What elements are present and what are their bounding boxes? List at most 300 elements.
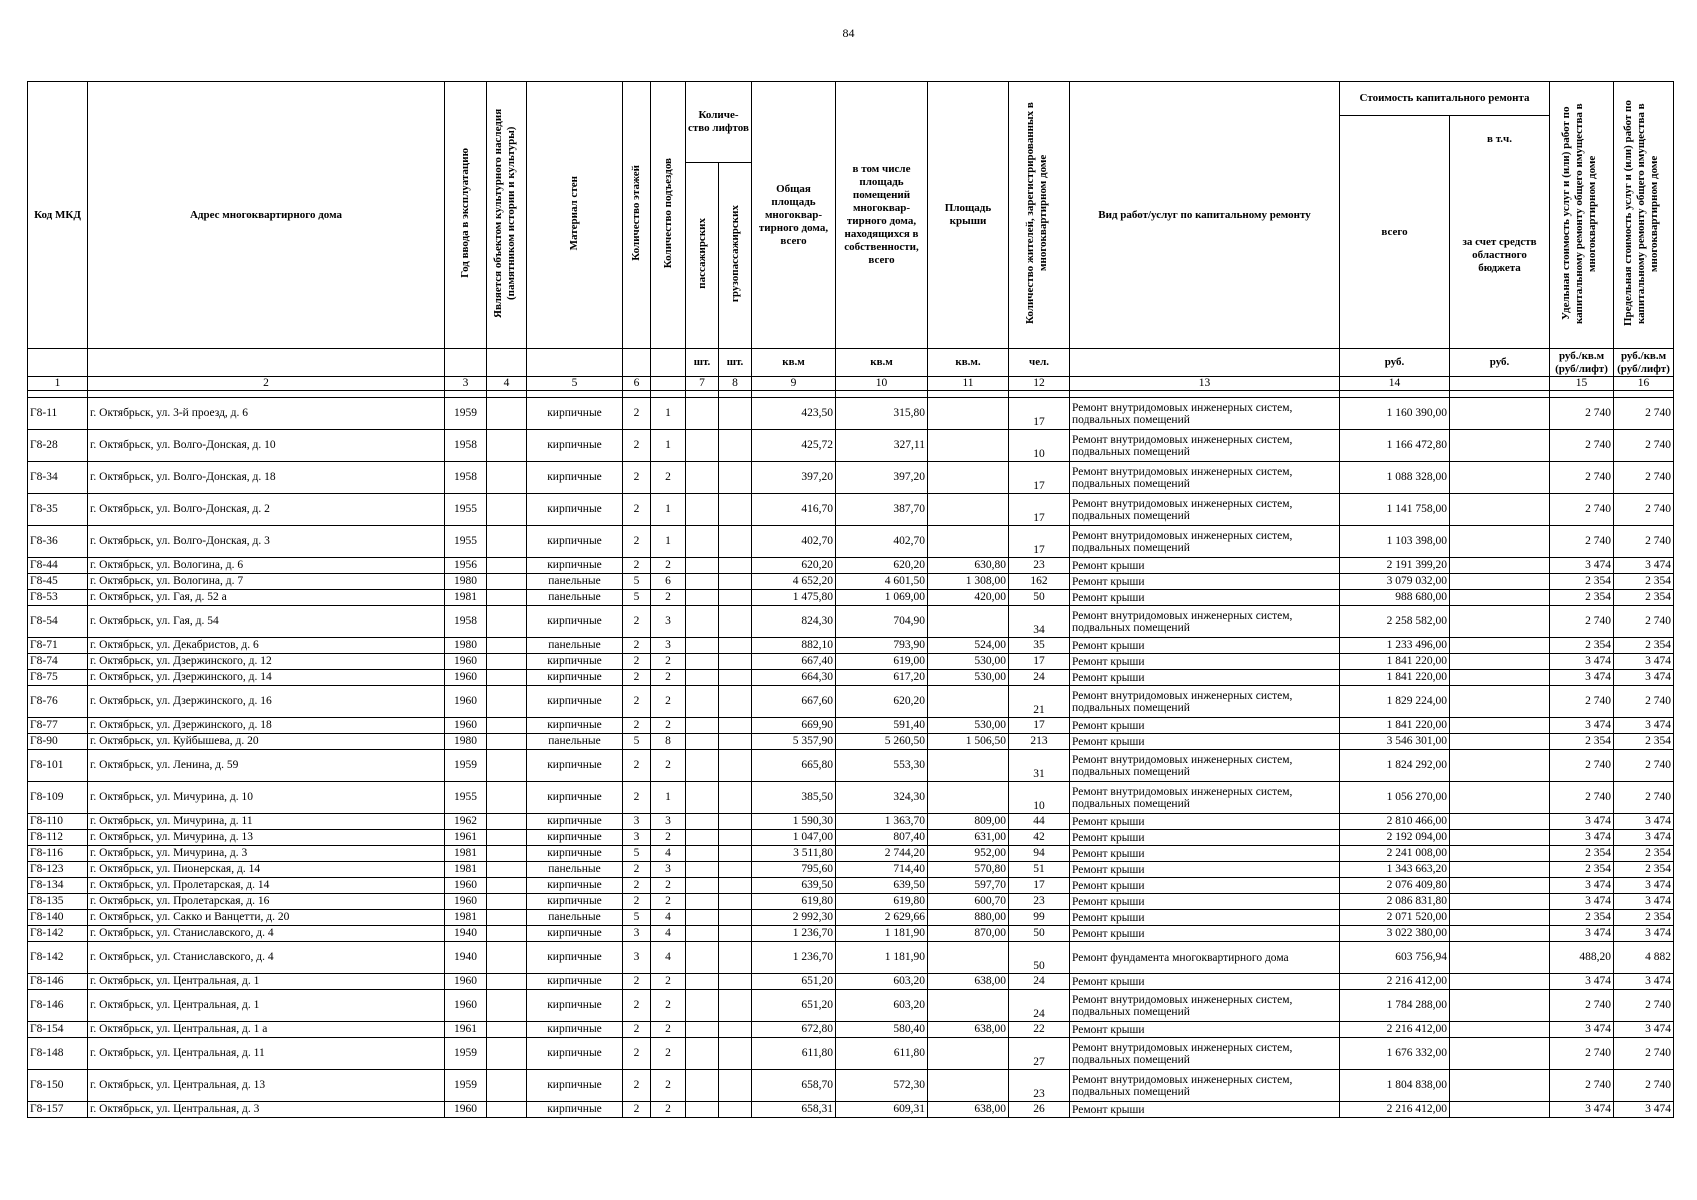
cost-regional-cell (1450, 1022, 1550, 1038)
floors-cell: 5 (623, 734, 651, 750)
address-cell: г. Октябрьск, ул. 3-й проезд, д. 6 (88, 398, 445, 430)
cost-regional-cell (1450, 1070, 1550, 1102)
table-row (28, 654, 1674, 670)
entrances-cell: 1 (651, 526, 686, 558)
table-row (28, 814, 1674, 830)
table-row (28, 846, 1674, 862)
lifts-cargo-cell (719, 910, 752, 926)
entrances-cell: 3 (651, 814, 686, 830)
table-row (28, 990, 1674, 1022)
cost-regional-cell (1450, 574, 1550, 590)
lifts-cargo-cell (719, 942, 752, 974)
table-row (28, 734, 1674, 750)
residents-cell: 42 (1009, 830, 1070, 846)
roof-area-cell: 638,00 (928, 1102, 1009, 1118)
roof-area-cell: 597,70 (928, 878, 1009, 894)
owned-area-cell: 1 363,70 (836, 814, 928, 830)
entrances-cell: 2 (651, 654, 686, 670)
residents-cell: 24 (1009, 990, 1070, 1022)
unit-cost-cell: 2 740 (1550, 526, 1614, 558)
cost-total-cell: 2 241 008,00 (1340, 846, 1450, 862)
address-cell: г. Октябрьск, ул. Дзержинского, д. 18 (88, 718, 445, 734)
floors-cell: 2 (623, 1022, 651, 1038)
floors-cell: 2 (623, 1070, 651, 1102)
cost-regional-cell (1450, 654, 1550, 670)
material-cell: панельные (527, 638, 623, 654)
material-cell: панельные (527, 862, 623, 878)
year-cell: 1960 (445, 670, 487, 686)
column-number: 10 (836, 377, 928, 391)
total-area-cell: 5 357,90 (752, 734, 836, 750)
page-number: 84 (842, 26, 855, 40)
heritage-cell (487, 846, 527, 862)
residents-cell: 24 (1009, 974, 1070, 990)
material-cell: кирпичные (527, 494, 623, 526)
address-cell: г. Октябрьск, ул. Центральная, д. 1 а (88, 1022, 445, 1038)
entrances-cell: 3 (651, 862, 686, 878)
residents-cell: 51 (1009, 862, 1070, 878)
lifts-cargo-cell (719, 1102, 752, 1118)
work-type-cell: Ремонт фундамента многоквартирного дома (1070, 942, 1340, 974)
lifts-pass-cell (686, 462, 719, 494)
floors-cell: 2 (623, 654, 651, 670)
year-cell: 1962 (445, 814, 487, 830)
year-cell: 1981 (445, 590, 487, 606)
cost-regional-cell (1450, 878, 1550, 894)
total-area-cell: 665,80 (752, 750, 836, 782)
lifts-pass-cell (686, 734, 719, 750)
cost-regional-cell (1450, 398, 1550, 430)
lifts-cargo-cell (719, 814, 752, 830)
table-row (28, 894, 1674, 910)
lifts-cargo-cell (719, 718, 752, 734)
entrances-cell: 1 (651, 430, 686, 462)
cost-total-cell: 1 160 390,00 (1340, 398, 1450, 430)
roof-area-cell: 809,00 (928, 814, 1009, 830)
year-cell: 1958 (445, 462, 487, 494)
heritage-cell (487, 862, 527, 878)
lifts-pass-cell (686, 558, 719, 574)
unit-sqm: кв.м. (928, 349, 1009, 377)
unit-rub: руб. (1340, 349, 1450, 377)
table-row (28, 606, 1674, 638)
code-cell: Г8-110 (28, 814, 88, 830)
lifts-cargo-cell (719, 430, 752, 462)
residents-cell: 94 (1009, 846, 1070, 862)
address-cell: г. Октябрьск, ул. Волго-Донская, д. 18 (88, 462, 445, 494)
owned-area-cell: 397,20 (836, 462, 928, 494)
header-limit-cost: Предельная стоимость услуг и (или) работ по капитальному ремонту общего имущества в многоквартирном доме (1614, 82, 1674, 349)
limit-cost-cell: 3 474 (1614, 654, 1674, 670)
entrances-cell: 2 (651, 590, 686, 606)
cost-regional-cell (1450, 494, 1550, 526)
table-row (28, 670, 1674, 686)
column-number: 4 (487, 377, 527, 391)
material-cell: кирпичные (527, 750, 623, 782)
material-cell: кирпичные (527, 990, 623, 1022)
floors-cell: 2 (623, 974, 651, 990)
limit-cost-cell: 2 740 (1614, 430, 1674, 462)
cost-total-cell: 2 810 466,00 (1340, 814, 1450, 830)
table-row (28, 718, 1674, 734)
limit-cost-cell: 2 740 (1614, 398, 1674, 430)
code-cell: Г8-28 (28, 430, 88, 462)
floors-cell: 2 (623, 878, 651, 894)
total-area-cell: 882,10 (752, 638, 836, 654)
roof-area-cell: 952,00 (928, 846, 1009, 862)
limit-cost-cell: 3 474 (1614, 894, 1674, 910)
total-area-cell: 397,20 (752, 462, 836, 494)
residents-cell: 162 (1009, 574, 1070, 590)
owned-area-cell: 603,20 (836, 990, 928, 1022)
material-cell: кирпичные (527, 926, 623, 942)
code-cell: Г8-123 (28, 862, 88, 878)
header-lifts: Количе-ство лифтов (686, 82, 752, 163)
entrances-cell: 2 (651, 686, 686, 718)
unit-cost-cell: 2 354 (1550, 846, 1614, 862)
heritage-cell (487, 670, 527, 686)
address-cell: г. Октябрьск, ул. Гая, д. 54 (88, 606, 445, 638)
cost-regional-cell (1450, 830, 1550, 846)
cost-total-cell: 1 141 758,00 (1340, 494, 1450, 526)
table-row (28, 1070, 1674, 1102)
material-cell: кирпичные (527, 558, 623, 574)
roof-area-cell: 880,00 (928, 910, 1009, 926)
lifts-pass-cell (686, 782, 719, 814)
unit-cost-cell: 2 354 (1550, 574, 1614, 590)
lifts-cargo-cell (719, 750, 752, 782)
heritage-cell (487, 990, 527, 1022)
address-cell: г. Октябрьск, ул. Центральная, д. 13 (88, 1070, 445, 1102)
unit-cost-cell: 2 740 (1550, 1070, 1614, 1102)
year-cell: 1981 (445, 846, 487, 862)
heritage-cell (487, 574, 527, 590)
work-type-cell: Ремонт внутридомовых инженерных систем, подвальных помещений (1070, 430, 1340, 462)
address-cell: г. Октябрьск, ул. Дзержинского, д. 16 (88, 686, 445, 718)
code-cell: Г8-90 (28, 734, 88, 750)
floors-cell: 2 (623, 526, 651, 558)
header-entrances: Количество подъездов (651, 82, 686, 349)
limit-cost-cell: 2 354 (1614, 846, 1674, 862)
heritage-cell (487, 734, 527, 750)
floors-cell: 2 (623, 638, 651, 654)
unit-cost-cell: 2 740 (1550, 606, 1614, 638)
limit-cost-cell: 3 474 (1614, 1102, 1674, 1118)
total-area-cell: 1 047,00 (752, 830, 836, 846)
floors-cell: 2 (623, 462, 651, 494)
owned-area-cell: 617,20 (836, 670, 928, 686)
cost-regional-cell (1450, 1102, 1550, 1118)
table-row (28, 1038, 1674, 1070)
code-cell: Г8-53 (28, 590, 88, 606)
floors-cell: 2 (623, 862, 651, 878)
owned-area-cell: 807,40 (836, 830, 928, 846)
material-cell: кирпичные (527, 830, 623, 846)
lifts-pass-cell (686, 430, 719, 462)
cost-regional-cell (1450, 430, 1550, 462)
column-number: 14 (1340, 377, 1450, 391)
cost-total-cell: 988 680,00 (1340, 590, 1450, 606)
limit-cost-cell: 2 740 (1614, 1038, 1674, 1070)
owned-area-cell: 315,80 (836, 398, 928, 430)
material-cell: панельные (527, 734, 623, 750)
address-cell: г. Октябрьск, ул. Мичурина, д. 11 (88, 814, 445, 830)
owned-area-cell: 1 181,90 (836, 942, 928, 974)
lifts-cargo-cell (719, 878, 752, 894)
unit-cost-cell: 3 474 (1550, 654, 1614, 670)
lifts-pass-cell (686, 1070, 719, 1102)
table-row (28, 558, 1674, 574)
unit-cost-cell: 2 740 (1550, 750, 1614, 782)
heritage-cell (487, 430, 527, 462)
header-year: Год ввода в эксплуатацию (445, 82, 487, 349)
total-area-cell: 402,70 (752, 526, 836, 558)
heritage-cell (487, 814, 527, 830)
column-number: 1 (28, 377, 88, 391)
code-cell: Г8-36 (28, 526, 88, 558)
material-cell: кирпичные (527, 718, 623, 734)
heritage-cell (487, 654, 527, 670)
residents-cell: 35 (1009, 638, 1070, 654)
heritage-cell (487, 878, 527, 894)
residents-cell: 31 (1009, 750, 1070, 782)
unit-cost-cell: 3 474 (1550, 670, 1614, 686)
limit-cost-cell: 3 474 (1614, 718, 1674, 734)
cost-total-cell: 1 103 398,00 (1340, 526, 1450, 558)
lifts-cargo-cell (719, 894, 752, 910)
code-cell: Г8-54 (28, 606, 88, 638)
unit-cost-cell: 3 474 (1550, 878, 1614, 894)
unit-cost-cell: 2 740 (1550, 990, 1614, 1022)
total-area-cell: 2 992,30 (752, 910, 836, 926)
total-area-cell: 669,90 (752, 718, 836, 734)
header-material: Материал стен (527, 82, 623, 349)
code-cell: Г8-135 (28, 894, 88, 910)
lifts-pass-cell (686, 718, 719, 734)
floors-cell: 2 (623, 670, 651, 686)
lifts-pass-cell (686, 526, 719, 558)
total-area-cell: 1 590,30 (752, 814, 836, 830)
material-cell: кирпичные (527, 430, 623, 462)
cost-total-cell: 3 079 032,00 (1340, 574, 1450, 590)
heritage-cell (487, 526, 527, 558)
floors-cell: 2 (623, 782, 651, 814)
roof-area-cell: 420,00 (928, 590, 1009, 606)
header-residents: Количество жителей, зарегистрированных в многоквартирном доме (1009, 82, 1070, 349)
floors-cell: 2 (623, 686, 651, 718)
cost-regional-cell (1450, 974, 1550, 990)
lifts-cargo-cell (719, 462, 752, 494)
code-cell: Г8-35 (28, 494, 88, 526)
lifts-pass-cell (686, 606, 719, 638)
code-cell: Г8-134 (28, 878, 88, 894)
code-cell: Г8-45 (28, 574, 88, 590)
residents-cell: 23 (1009, 894, 1070, 910)
code-cell: Г8-157 (28, 1102, 88, 1118)
total-area-cell: 667,40 (752, 654, 836, 670)
unit-cost-cell: 2 740 (1550, 1038, 1614, 1070)
limit-cost-cell: 2 740 (1614, 494, 1674, 526)
header-work: Вид работ/услуг по капитальному ремонту (1070, 82, 1340, 349)
year-cell: 1955 (445, 782, 487, 814)
roof-area-cell (928, 494, 1009, 526)
code-cell: Г8-75 (28, 670, 88, 686)
cost-total-cell: 1 824 292,00 (1340, 750, 1450, 782)
limit-cost-cell: 2 354 (1614, 574, 1674, 590)
floors-cell: 2 (623, 430, 651, 462)
residents-cell: 23 (1009, 558, 1070, 574)
code-cell: Г8-150 (28, 1070, 88, 1102)
table-row (28, 590, 1674, 606)
entrances-cell: 2 (651, 670, 686, 686)
code-cell: Г8-140 (28, 910, 88, 926)
limit-cost-cell: 2 354 (1614, 862, 1674, 878)
entrances-cell: 2 (651, 750, 686, 782)
header-lifts-cargo: грузопассажирских (719, 163, 752, 349)
heritage-cell (487, 494, 527, 526)
unit-cost-cell: 488,20 (1550, 942, 1614, 974)
lifts-pass-cell (686, 814, 719, 830)
limit-cost-cell: 2 354 (1614, 910, 1674, 926)
material-cell: кирпичные (527, 814, 623, 830)
floors-cell: 2 (623, 494, 651, 526)
capital-repair-table (27, 81, 1674, 1118)
lifts-pass-cell (686, 686, 719, 718)
owned-area-cell: 619,80 (836, 894, 928, 910)
lifts-cargo-cell (719, 1038, 752, 1070)
roof-area-cell: 530,00 (928, 670, 1009, 686)
work-type-cell: Ремонт крыши (1070, 814, 1340, 830)
entrances-cell: 1 (651, 494, 686, 526)
material-cell: кирпичные (527, 846, 623, 862)
work-type-cell: Ремонт крыши (1070, 558, 1340, 574)
lifts-pass-cell (686, 638, 719, 654)
entrances-cell: 4 (651, 846, 686, 862)
material-cell: кирпичные (527, 974, 623, 990)
header-roof-area: Площадь крыши (928, 82, 1009, 349)
total-area-cell: 385,50 (752, 782, 836, 814)
entrances-cell: 2 (651, 894, 686, 910)
lifts-cargo-cell (719, 574, 752, 590)
limit-cost-cell: 2 354 (1614, 734, 1674, 750)
address-cell: г. Октябрьск, ул. Мичурина, д. 13 (88, 830, 445, 846)
total-area-cell: 667,60 (752, 686, 836, 718)
cost-total-cell: 2 086 831,80 (1340, 894, 1450, 910)
column-number (651, 377, 686, 391)
total-area-cell: 672,80 (752, 1022, 836, 1038)
address-cell: г. Октябрьск, ул. Центральная, д. 1 (88, 990, 445, 1022)
cost-regional-cell (1450, 718, 1550, 734)
residents-cell: 50 (1009, 926, 1070, 942)
roof-area-cell: 631,00 (928, 830, 1009, 846)
column-number: 15 (1550, 377, 1614, 391)
lifts-pass-cell (686, 830, 719, 846)
cost-regional-cell (1450, 942, 1550, 974)
heritage-cell (487, 638, 527, 654)
roof-area-cell: 530,00 (928, 718, 1009, 734)
owned-area-cell: 4 601,50 (836, 574, 928, 590)
header-heritage: Является объектом культурного наследия (памятником истории и культуры) (487, 82, 527, 349)
lifts-cargo-cell (719, 974, 752, 990)
cost-total-cell: 1 804 838,00 (1340, 1070, 1450, 1102)
table-row (28, 462, 1674, 494)
lifts-cargo-cell (719, 862, 752, 878)
unit-cost-cell: 2 354 (1550, 910, 1614, 926)
heritage-cell (487, 718, 527, 734)
address-cell: г. Октябрьск, ул. Дзержинского, д. 12 (88, 654, 445, 670)
cost-regional-cell (1450, 606, 1550, 638)
floors-cell: 2 (623, 718, 651, 734)
work-type-cell: Ремонт крыши (1070, 638, 1340, 654)
cost-total-cell: 2 216 412,00 (1340, 974, 1450, 990)
year-cell: 1940 (445, 942, 487, 974)
cost-regional-cell (1450, 686, 1550, 718)
address-cell: г. Октябрьск, ул. Волго-Донская, д. 3 (88, 526, 445, 558)
residents-cell: 27 (1009, 1038, 1070, 1070)
column-number: 8 (719, 377, 752, 391)
work-type-cell: Ремонт внутридомовых инженерных систем, подвальных помещений (1070, 494, 1340, 526)
residents-cell: 26 (1009, 1102, 1070, 1118)
lifts-cargo-cell (719, 638, 752, 654)
owned-area-cell: 620,20 (836, 558, 928, 574)
floors-cell: 5 (623, 846, 651, 862)
lifts-cargo-cell (719, 1070, 752, 1102)
year-cell: 1961 (445, 830, 487, 846)
heritage-cell (487, 606, 527, 638)
owned-area-cell: 639,50 (836, 878, 928, 894)
table-row (28, 862, 1674, 878)
material-cell: кирпичные (527, 1038, 623, 1070)
heritage-cell (487, 830, 527, 846)
year-cell: 1960 (445, 974, 487, 990)
work-type-cell: Ремонт крыши (1070, 926, 1340, 942)
cost-total-cell: 2 191 399,20 (1340, 558, 1450, 574)
address-cell: г. Октябрьск, ул. Волго-Донская, д. 2 (88, 494, 445, 526)
lifts-pass-cell (686, 974, 719, 990)
material-cell: кирпичные (527, 526, 623, 558)
year-cell: 1940 (445, 926, 487, 942)
heritage-cell (487, 1070, 527, 1102)
code-cell: Г8-101 (28, 750, 88, 782)
material-cell: кирпичные (527, 1102, 623, 1118)
floors-cell: 3 (623, 830, 651, 846)
limit-cost-cell: 3 474 (1614, 814, 1674, 830)
header-unit-cost: Удельная стоимость услуг и (или) работ по капитальному ремонту общего имущества в многоквартирном доме (1550, 82, 1614, 349)
limit-cost-cell: 2 740 (1614, 990, 1674, 1022)
owned-area-cell: 620,20 (836, 686, 928, 718)
work-type-cell: Ремонт внутридомовых инженерных систем, подвальных помещений (1070, 1070, 1340, 1102)
entrances-cell: 1 (651, 398, 686, 430)
total-area-cell: 639,50 (752, 878, 836, 894)
roof-area-cell (928, 1038, 1009, 1070)
roof-area-cell (928, 398, 1009, 430)
lifts-cargo-cell (719, 846, 752, 862)
header-cost-incl: в т.ч. (1450, 116, 1550, 163)
work-type-cell: Ремонт крыши (1070, 846, 1340, 862)
cost-total-cell: 1 166 472,80 (1340, 430, 1450, 462)
cost-total-cell: 1 829 224,00 (1340, 686, 1450, 718)
lifts-cargo-cell (719, 734, 752, 750)
header-code: Код МКД (28, 82, 88, 349)
owned-area-cell: 793,90 (836, 638, 928, 654)
code-cell: Г8-146 (28, 990, 88, 1022)
heritage-cell (487, 942, 527, 974)
heritage-cell (487, 462, 527, 494)
work-type-cell: Ремонт крыши (1070, 862, 1340, 878)
owned-area-cell: 387,70 (836, 494, 928, 526)
work-type-cell: Ремонт внутридомовых инженерных систем, подвальных помещений (1070, 686, 1340, 718)
residents-cell: 34 (1009, 606, 1070, 638)
